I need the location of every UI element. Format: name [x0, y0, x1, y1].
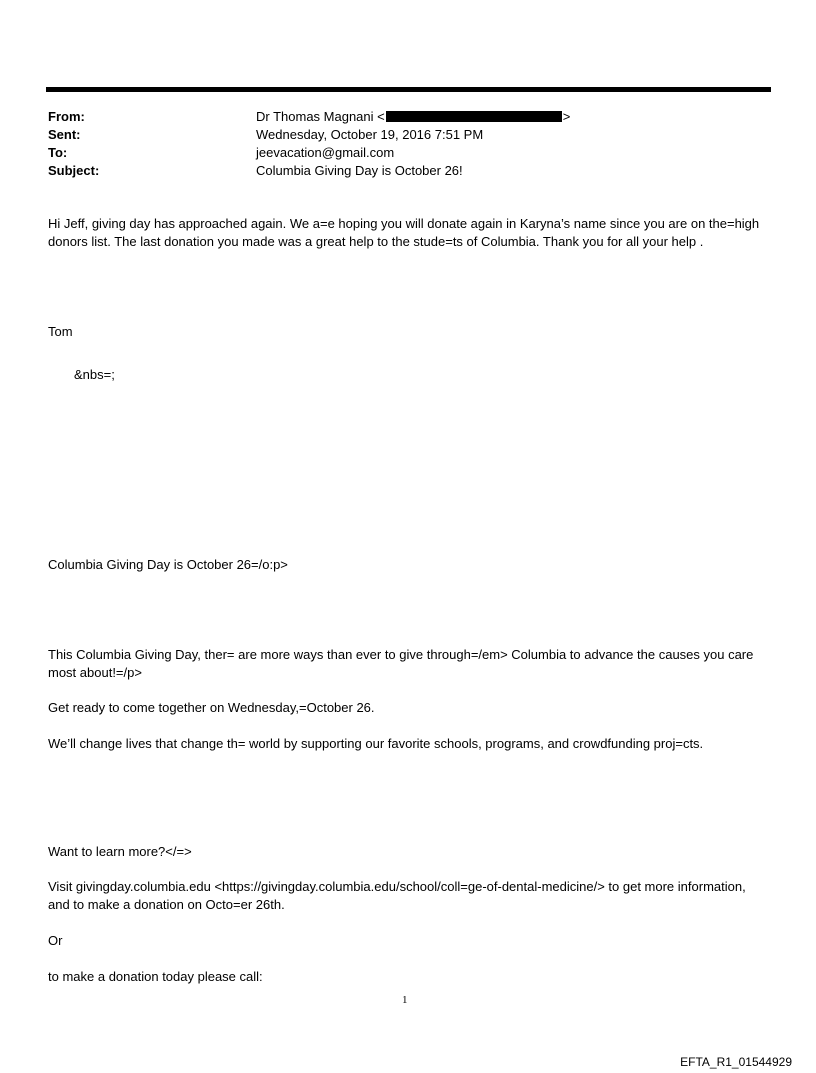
document-id: EFTA_R1_01544929 [680, 1055, 792, 1069]
to-value: jeevacation@gmail.com [256, 145, 395, 160]
from-value-suffix: > [562, 109, 571, 124]
redaction-bar [386, 111, 562, 122]
nbsp-artifact: &nbs=; [74, 367, 115, 382]
subject-value: Columbia Giving Day is October 26! [256, 163, 463, 178]
body-paragraph-ways: This Columbia Giving Day, ther= are more ways than ever to give through=/em> Columbia to advance the causes you care most about!=/p> [48, 647, 754, 680]
or-text: Or [48, 933, 63, 948]
from-value [256, 108, 570, 126]
body-paragraph-change: We’ll change lives that change th= world by supporting our favorite schools, programs, and crowdfunding proj=cts. [48, 736, 704, 751]
signature: Tom [48, 324, 73, 339]
body-paragraph-greeting: Hi Jeff, giving day has approached again. We a=e hoping you will donate again in Karyna’s name since you are on the=high donors list. The last donation you made was a great help to the stude=ts of Columbia. Thank you for all your help . [48, 216, 760, 249]
sent-label: Sent: [48, 127, 81, 142]
learn-more: Want to learn more?</=> [48, 844, 192, 859]
page-number: 1 [402, 994, 408, 1006]
body-paragraph-date: Get ready to come together on Wednesday,=October 26. [48, 700, 375, 715]
subject-label: Subject: [48, 163, 100, 178]
from-value-prefix: Dr Thomas Magnani < [256, 109, 385, 124]
sent-value: Wednesday, October 19, 2016 7:51 PM [256, 127, 484, 142]
donate-call-text: to make a donation today please call: [48, 969, 263, 984]
giving-day-heading: Columbia Giving Day is October 26=/o:p> [48, 557, 288, 572]
from-label: From: [48, 109, 85, 124]
to-label: To: [48, 145, 68, 160]
body-paragraph-visit: Visit givingday.columbia.edu <https://givingday.columbia.edu/school/coll=ge-of-dental-medicine/> to get more information, and to make a donation on Octo=er 26th. [48, 879, 746, 912]
header-rule [46, 87, 771, 92]
